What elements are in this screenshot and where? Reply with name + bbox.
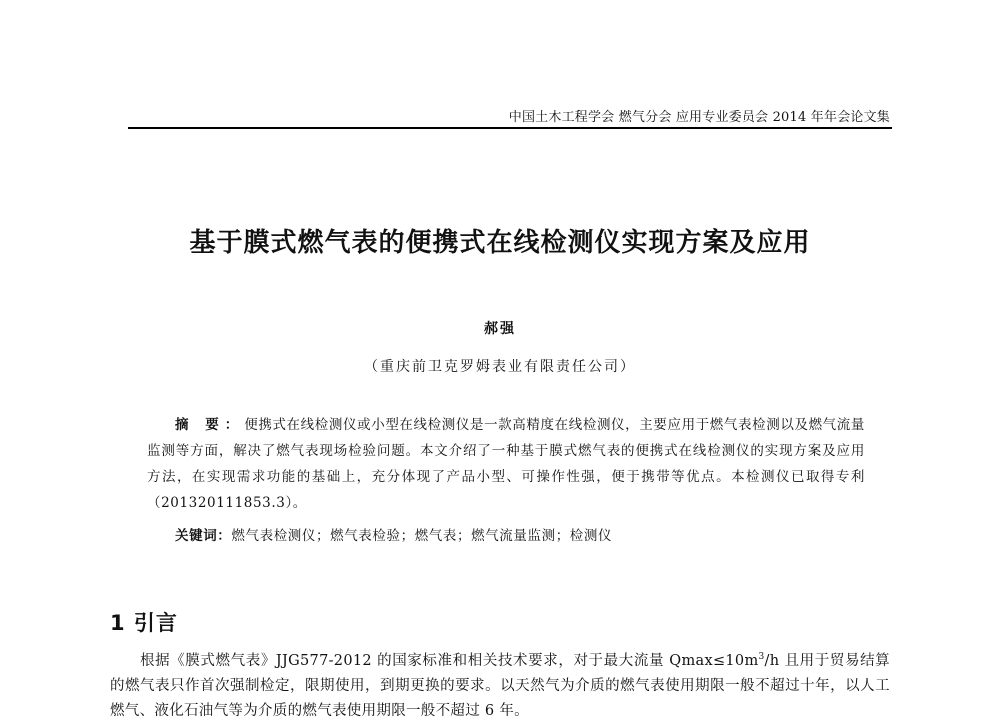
paper-title: 基于膜式燃气表的便携式在线检测仪实现方案及应用 [189,228,811,258]
unit-superscript: 3 [758,652,765,663]
body-text-part1: 根据《膜式燃气表》JJG577-2012 的国家标准和相关技术要求，对于最大流量 Qmax≤10m [140,653,759,669]
author-name: 郝强 [484,321,516,337]
abstract [147,412,865,516]
keywords-label: 关键词： [175,528,232,544]
body-text-part2: /h 且用于贸易结算的燃气表只作首次强制检定，限期使用，到期更换的要求。以天然气为介质的燃气表使用期限一般不超过十年，以人工燃气、液化石油气等为介质的燃气表使用期限一般不超过 6 年。 [110,653,890,719]
header-rule [128,127,892,129]
keywords-text: 燃气表检测仪；燃气表检验；燃气表；燃气流量监测；检测仪 [231,528,613,544]
abstract-label: 摘 要： [175,417,245,433]
body-paragraph [110,649,890,724]
running-header: 中国土木工程学会 燃气分会 应用专业委员会 2014 年年会论文集 [508,110,890,125]
section-heading-introduction: 1 引言 [110,611,178,635]
author-affiliation: （重庆前卫克罗姆表业有限责任公司） [364,359,636,375]
abstract-text: 便携式在线检测仪或小型在线检测仪是一款高精度在线检测仪，主要应用于燃气表检测以及燃气流量监测等方面，解决了燃气表现场检验问题。本文介绍了一种基于膜式燃气表的便携式在线检测仪的实现方案及应用方法，在实现需求功能的基础上，充分体现了产品小型、可操作性强，便于携带等优点。本检测仪已取得专利（201320111853.3）。 [147,417,865,511]
keywords [175,523,865,549]
